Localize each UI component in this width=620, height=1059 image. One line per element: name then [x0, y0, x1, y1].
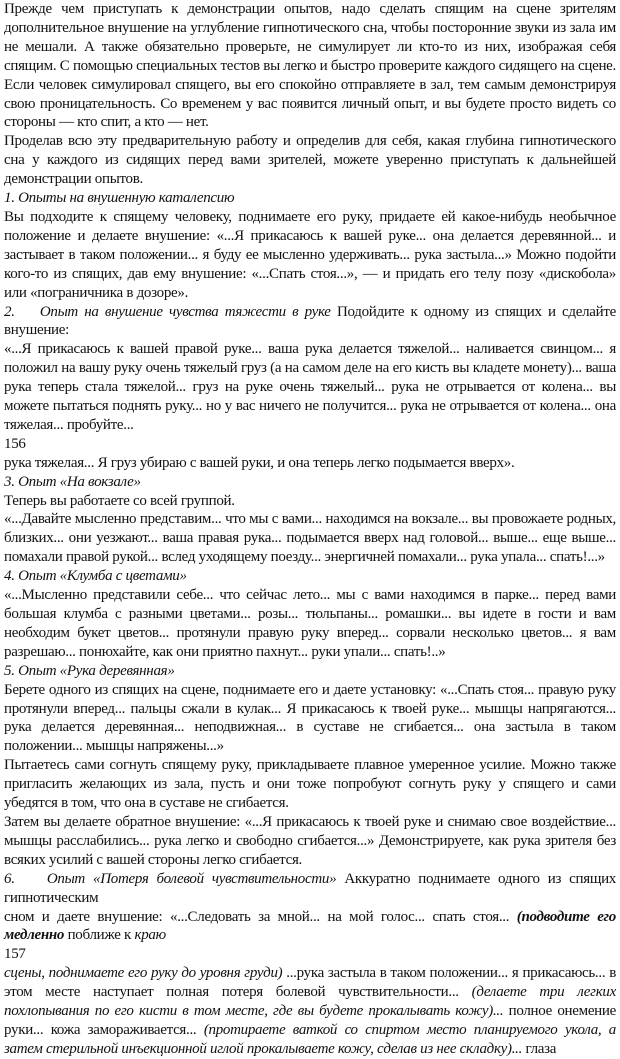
experiment-1-body: Вы подходите к спящему человеку, поднимаете его руку, придаете ей какое-нибудь необычное положение и делаете внушение: «...Я прикасаюсь к вашей руке... она делается деревянной... и застывает в таком положении... я буду ее мысленно удерживать... рука застыла...» Можно подойти кого-то из спящих, дав ему внушение: «...Спать стоя...», — и придать его телу позу «дискобола» или «пограничника в дозоре».	[4, 208, 616, 301]
experiment-6-line-2	[4, 908, 616, 946]
experiment-2-number: 2.	[4, 303, 15, 320]
experiment-3-heading: 3. Опыт «На вокзале»	[4, 473, 141, 490]
experiment-5-body-2: Пытаетесь сами согнуть спящему руку, прикладываете плавное умеренное усилие. Можно также пригласить желающих из зала, пусть и они тоже попробуют согнуть руку у спящего и сами убедятся в том, что она в суставе не сгибается.	[4, 757, 616, 812]
experiment-2-intro	[4, 303, 616, 341]
experiment-6-heading: Опыт «Потеря болевой чувствительности»	[46, 870, 337, 887]
page-number-156: 156	[4, 435, 26, 452]
experiment-2-heading: Опыт на внушение чувства тяжести в руке	[39, 303, 331, 320]
experiment-6-remark-e: (протираете ваткой со спиртом место планируемого укола, а затем стерильной инъекционной иглой прокалываете кожу, сделав из нее складку)...	[4, 1021, 616, 1057]
experiment-3-body: «...Давайте мысленно представим... что мы с вами... находимся на вокзале... вы провожаете родных, близких... они уезжают... ваша правая рука... подымается вверх над головой... выше... еще выше... помахали правой рукой... вслед уходящему поезду... энергичней помахали... рука упала... спать!...»	[4, 511, 616, 566]
experiment-4-heading: 4. Опыт «Клумба с цветами»	[4, 568, 187, 585]
experiment-3-lead: Теперь вы работаете со всей группой.	[4, 492, 235, 509]
experiment-6-text-d: полное онемение руки... кожа замораживается...	[4, 1003, 616, 1038]
experiment-6-number: 6.	[4, 870, 15, 887]
experiment-6-line-2-text: сном и даете внушение: «...Следовать за мной... на мой голос... спать стоя...	[4, 908, 517, 925]
intro-paragraph-1: Прежде чем приступать к демонстрации опытов, надо сделать спящим на сцене зрителям дополнительное внушение на углубление гипнотического сна, чтобы посторонние звуки из зала им не мешали. А также обязательно проверьте, не симулирует ли кто-то из них, изображая себя спящим. С помощью специальных тестов вы легко и быстро проверите каждого сидящего на сцене. Если человек симулировал спящего, вы его спокойно отправляете в зал, тем самым демонстрируя свою проницательность. Со временем у вас появится личный опыт, и вы будете просто видеть со стороны — кто спит, а кто — нет.	[4, 1, 616, 131]
page-number-157: 157	[4, 946, 26, 963]
experiment-2-lead: Подойдите к одному из спящих и сделайте внушение:	[4, 303, 616, 339]
experiment-6-lead: Аккуратно поднимаете одного из спящих гипнотическим	[4, 870, 616, 906]
experiment-6-text-b: ...рука застыла в таком положении... я прикасаюсь... в этом месте наступает полная потеря болевой чувствительности...	[4, 965, 616, 1001]
experiment-2-body: «...Я прикасаюсь к вашей правой руке... ваша рука делается тяжелой... наливается свинцом... я положил на вашу руку очень тяжелый груз (а на самом деле на его кисть вы кладете монету)... ваша рука теперь стала тяжелой... груз на руке очень тяжелый... рука не отрывается от колена... вы можете пытаться поднять руку... но у вас ничего не получится... рука не отрывается от колена... она тяжелая... пробуйте...	[4, 341, 616, 433]
experiment-6-line-2-remark-2: краю	[134, 927, 166, 944]
experiment-5-body-1: Берете одного из спящих на сцене, поднимаете его и даете установку: «...Спать стоя... правую руку протянули вперед... пальцы сжали в кулак... Я прикасаюсь к твоей руке... мышцы напрягаются... рука делается деревянная... неподвижная... в суставе не сгибается... она застыла в таком положении... мышцы напряжены...»	[4, 681, 616, 755]
experiment-6-intro	[4, 870, 616, 908]
experiment-6-remark-c: (делаете три легких похлопывания по его кисти в том месте, где вы будете прокалывать кожу)...	[4, 984, 616, 1020]
experiment-4-body: «...Мысленно представили себе... что сейчас лето... мы с вами находимся в парке... перед вами большая клумба с разными цветами... розы... тюльпаны... ромашки... вы идете в гости и вам необходим букет цветов... протянули правую руку вперед... сорвали несколько цветов... я вам разрешаю... понюхайте, как они приятно пахнут... руки упали... спать!..»	[4, 587, 616, 660]
experiment-6-line-2-text-2: поближе к	[64, 927, 135, 944]
experiment-1-heading: 1. Опыты на внушенную каталепсию	[4, 190, 235, 207]
experiment-6-text-f: глаза	[522, 1040, 557, 1057]
experiment-6-continuation	[4, 964, 616, 1059]
experiment-6-line-2-remark: (подводите его медленно	[4, 908, 616, 944]
experiment-5-body-3: Затем вы делаете обратное внушение: «...Я прикасаюсь к твоей руке и снимаю свое воздействие... мышцы расслабились... рука легко и свободно сгибается...» Демонстрируете, как рука зрителя без всяких усилий с вашей стороны легко сгибается.	[4, 813, 616, 868]
experiment-2-continuation: рука тяжелая... Я груз убираю с вашей руки, и она теперь легко подымается вверх».	[4, 454, 515, 471]
intro-paragraph-2: Проделав всю эту предварительную работу и определив для себя, какая глубина гипнотического сна у каждого из сидящих перед вами зрителей, можете уверенно приступать к дальнейшей демонстрации опытов.	[4, 133, 616, 188]
experiment-6-remark-a: сцены, поднимаете его руку до уровня груди)	[4, 965, 283, 982]
experiment-5-heading: 5. Опыт «Рука деревянная»	[4, 662, 175, 679]
